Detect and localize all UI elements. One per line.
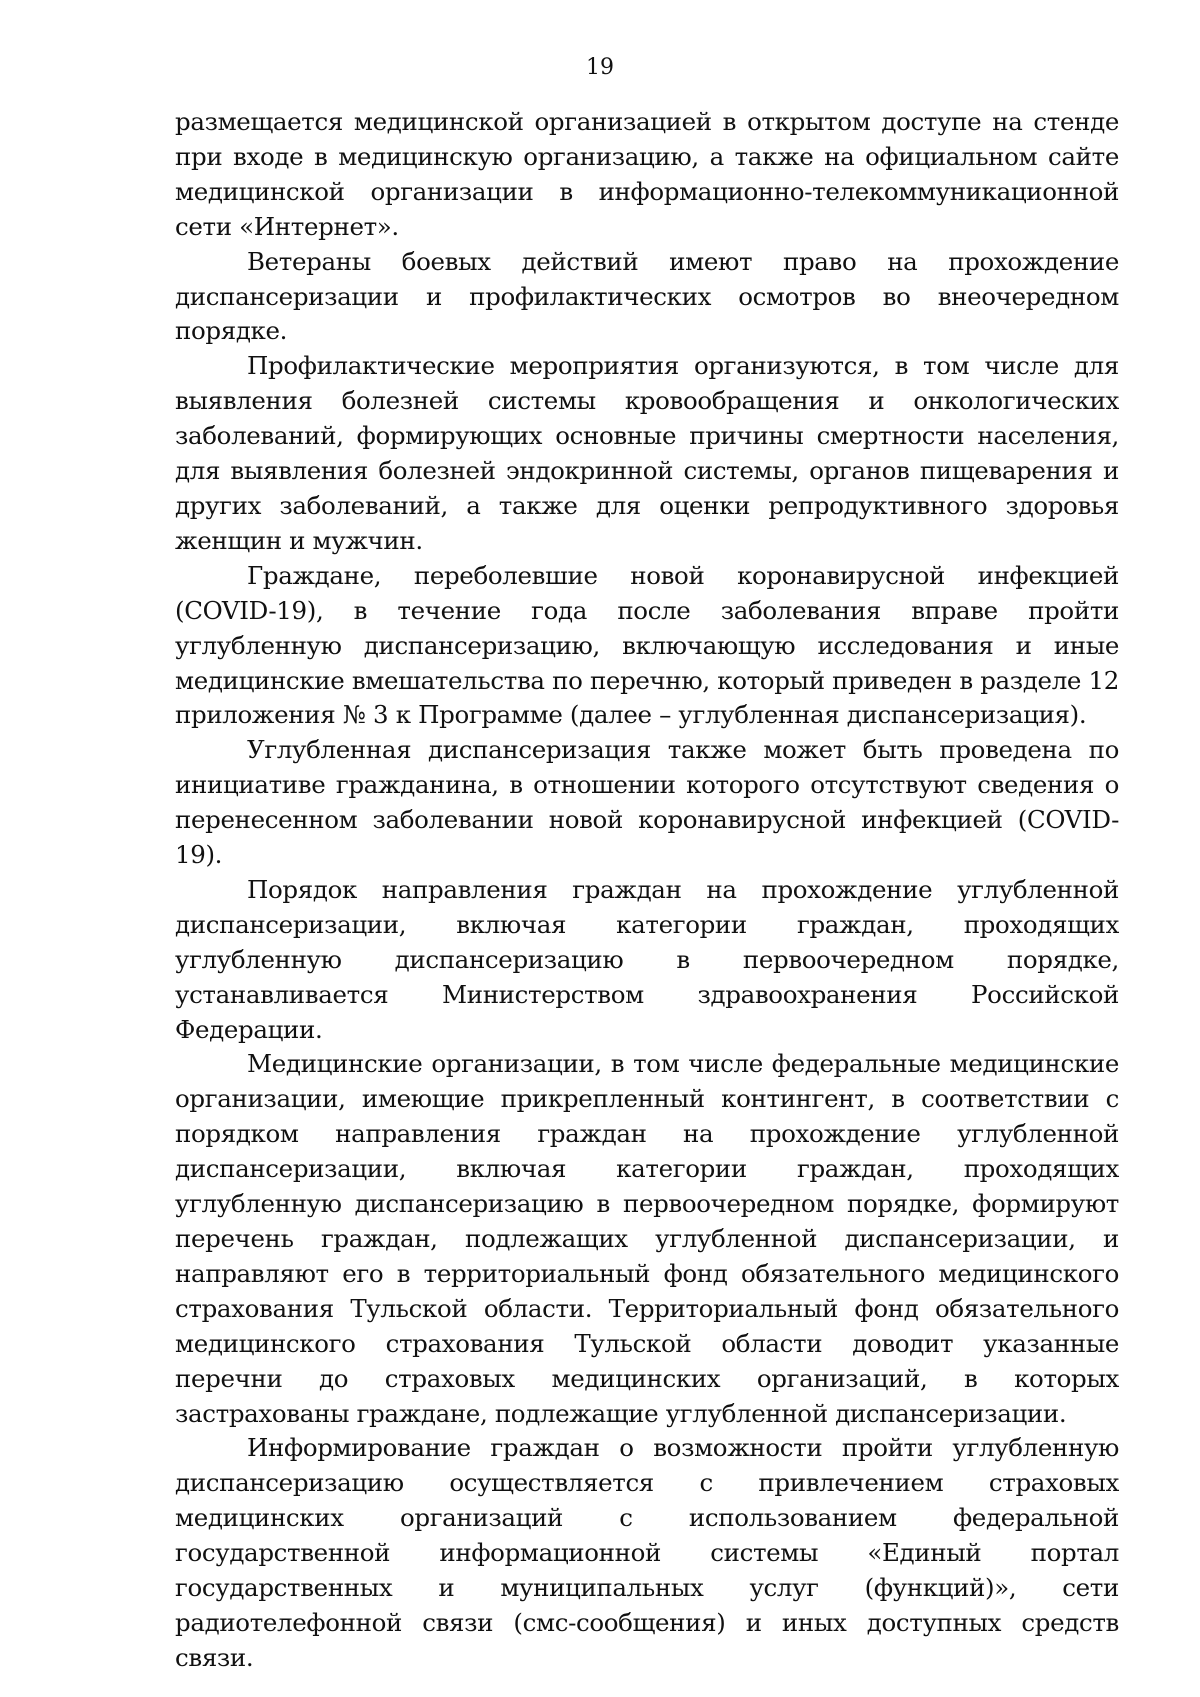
paragraph-medical-organizations: Медицинские организации, в том числе федеральные медицинские организации, имеющие прикрепленный контингент, в соответствии с порядком направления граждан на прохождение углубленной диспансеризации, включая категории граждан, проходящих углубленную диспансеризацию в первоочередном порядке, формируют перечень граждан, подлежащих углубленной диспансеризации, и направляют его в территориальный фонд обязательного медицинского страхования Тульской области. Территориальный фонд обязательного медицинского страхования Тульской области доводит указанные перечни до страховых медицинских организаций, в которых застрахованы граждане, подлежащие углубленной диспансеризации. — [175, 1049, 1119, 1428]
paragraph-referral-procedure: Порядок направления граждан на прохождение углубленной диспансеризации, включая категории граждан, проходящих углубленную диспансеризацию в первоочередном порядке, устанавливается Министерством здравоохранения Российской Федерации. — [175, 874, 1119, 1044]
document-body — [175, 105, 1119, 1676]
paragraph-informing-citizens: Информирование граждан о возможности пройти углубленную диспансеризацию осуществляется с привлечением страховых медицинских организаций с использованием федеральной государственной информационной системы «Единый портал государственных и муниципальных услуг (функций)», сети радиотелефонной связи (смс-сообщения) и иных доступных средств связи. — [175, 1433, 1119, 1672]
paragraph-preventive-measures: Профилактические мероприятия организуются, в том числе для выявления болезней системы кровообращения и онкологических заболеваний, формирующих основные причины смертности населения, для выявления болезней эндокринной системы, органов пищеварения и других заболеваний, а также для оценки репродуктивного здоровья женщин и мужчин. — [175, 351, 1119, 555]
paragraph-continuation: размещается медицинской организацией в открытом доступе на стенде при входе в медицинскую организацию, а также на официальном сайте медицинской организации в информационно-телекоммуникационной сети «Интернет». — [175, 107, 1119, 241]
page-number: 19 — [586, 55, 614, 80]
paragraph-citizen-initiative: Углубленная диспансеризация также может быть проведена по инициативе гражданина, в отношении которого отсутствуют сведения о перенесенном заболевании новой коронавирусной инфекцией (COVID-19). — [175, 735, 1119, 870]
paragraph-veterans: Ветераны боевых действий имеют право на прохождение диспансеризации и профилактических осмотров во внеочередном порядке. — [175, 246, 1119, 346]
paragraph-covid-recovered: Граждане, переболевшие новой коронавирусной инфекцией (COVID-19), в течение года после заболевания вправе пройти углубленную диспансеризацию, включающую исследования и иные медицинские вмешательства по перечню, который приведен в разделе 12 приложения № 3 к Программе (далее – углубленная диспансеризация). — [175, 560, 1119, 730]
